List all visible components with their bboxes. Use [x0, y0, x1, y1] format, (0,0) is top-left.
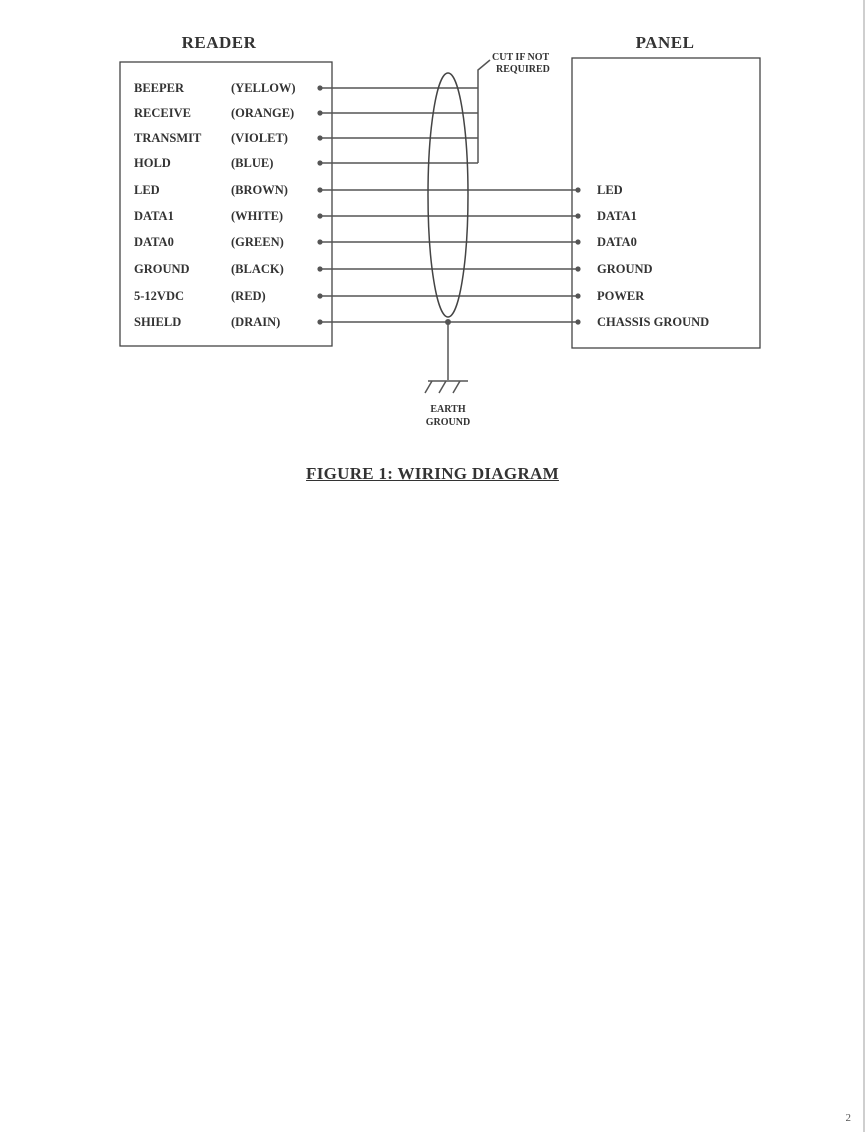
reader-signal-label: HOLD	[134, 156, 171, 170]
figure-caption: FIGURE 1: WIRING DIAGRAM	[306, 464, 559, 483]
panel-signal-label: LED	[597, 183, 623, 197]
reader-wire-color-label: (ORANGE)	[231, 106, 295, 120]
cut-note-line1: CUT IF NOT	[492, 52, 550, 63]
reader-wire-color-label: (YELLOW)	[231, 81, 296, 95]
panel-title: PANEL	[635, 33, 695, 52]
panel-signal-label: DATA0	[597, 235, 637, 249]
reader-signal-label: DATA0	[134, 235, 174, 249]
earth-ground-icon	[425, 381, 468, 393]
reader-wire-color-label: (VIOLET)	[231, 131, 288, 145]
panel-signal-label: POWER	[597, 289, 645, 303]
reader-signal-label: 5-12VDC	[134, 289, 184, 303]
reader-wire-color-label: (BLACK)	[231, 262, 284, 276]
earth-ground-line1: EARTH	[430, 404, 466, 415]
reader-wire-color-label: (WHITE)	[231, 209, 284, 223]
page-number: 2	[845, 1112, 851, 1124]
reader-signal-label: RECEIVE	[134, 106, 191, 120]
panel-signal-label: DATA1	[597, 209, 637, 223]
reader-wire-color-label: (GREEN)	[231, 235, 284, 249]
panel-box	[572, 58, 760, 348]
cut-leader	[478, 60, 490, 88]
reader-signal-label: TRANSMIT	[134, 131, 202, 145]
panel-rows	[575, 183, 709, 329]
reader-signal-label: DATA1	[134, 209, 174, 223]
reader-rows	[134, 81, 323, 329]
reader-box	[120, 62, 332, 346]
reader-wire-color-label: (BLUE)	[231, 156, 274, 170]
shield-ellipse	[428, 73, 468, 317]
wires	[320, 88, 578, 322]
reader-signal-label: GROUND	[134, 262, 190, 276]
reader-title: READER	[181, 33, 257, 52]
reader-signal-label: BEEPER	[134, 81, 185, 95]
wiring-diagram	[0, 0, 865, 450]
earth-ground-line2: GROUND	[425, 417, 471, 428]
reader-signal-label: LED	[134, 183, 160, 197]
cut-note-line2: REQUIRED	[496, 64, 550, 75]
reader-wire-color-label: (RED)	[231, 289, 266, 303]
reader-wire-color-label: (DRAIN)	[231, 315, 281, 329]
panel-signal-label: CHASSIS GROUND	[597, 315, 710, 329]
reader-wire-color-label: (BROWN)	[231, 183, 288, 197]
panel-signal-label: GROUND	[597, 262, 653, 276]
reader-signal-label: SHIELD	[134, 315, 182, 329]
